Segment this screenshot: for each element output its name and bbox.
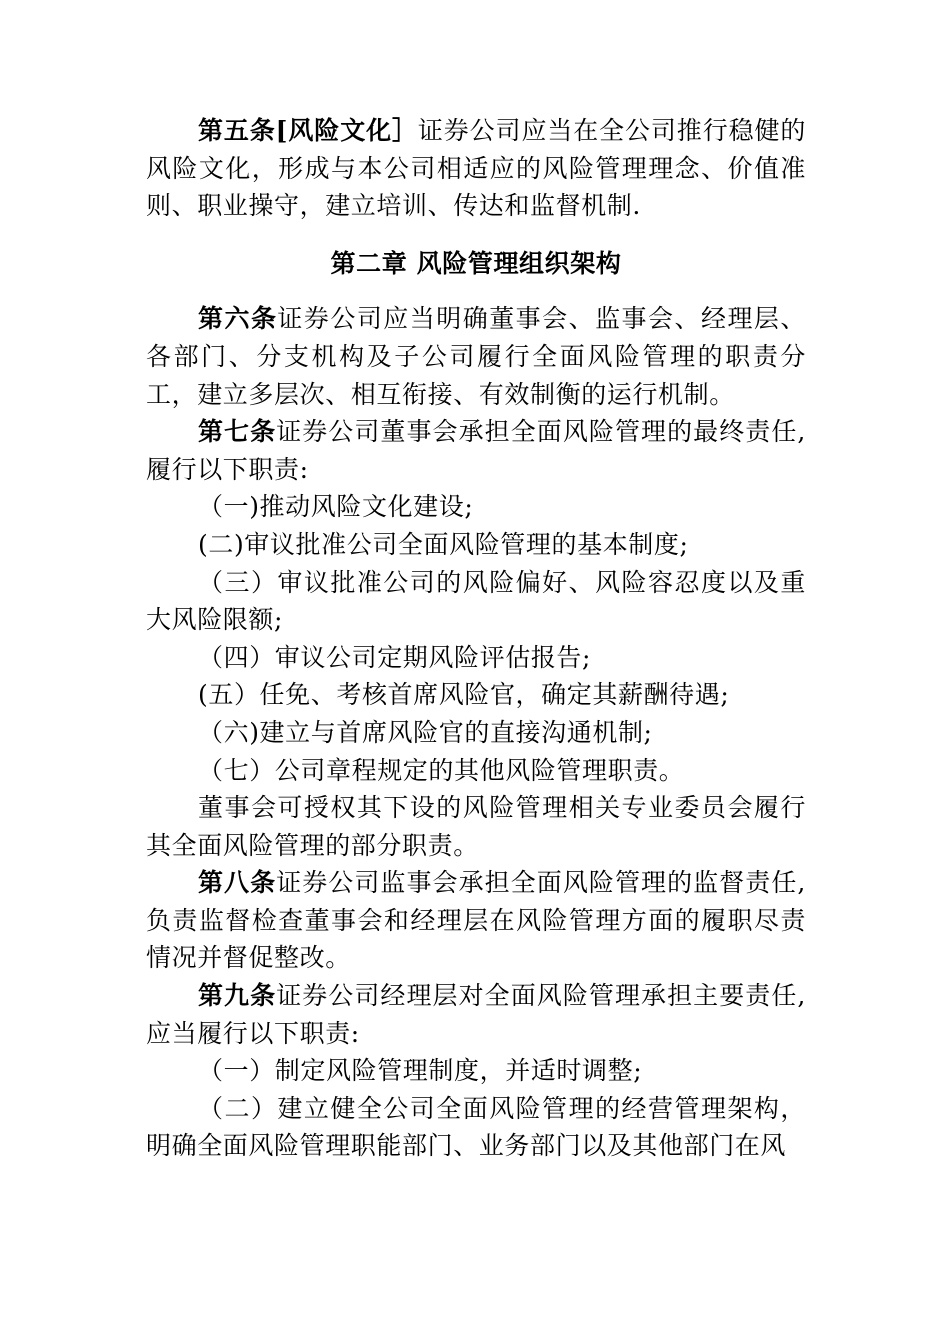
article-6-heading: 第六条 bbox=[198, 304, 278, 334]
article-7-item-7: （七）公司章程规定的其他风险管理职责。 bbox=[198, 755, 685, 785]
article-9-heading: 第九条 bbox=[198, 981, 277, 1011]
article-7-item-3: （三）审议批准公司的风险偏好、风险容忍度以及重大风险限额; bbox=[146, 567, 806, 635]
article-5 bbox=[146, 112, 806, 225]
article-5-heading: 第五条[风险文化］ bbox=[198, 116, 418, 145]
article-7-heading: 第七条 bbox=[198, 417, 277, 447]
article-7-tail: 董事会可授权其下设的风险管理相关专业委员会履行其全面风险管理的部分职责。 bbox=[146, 793, 806, 860]
article-7-item-1: （一)推动风险文化建设; bbox=[198, 492, 474, 522]
document-page bbox=[146, 112, 806, 1165]
article-7 bbox=[146, 413, 806, 488]
article-8 bbox=[146, 864, 806, 977]
article-7-item-4: （四）审议公司定期风险评估报告; bbox=[198, 642, 592, 672]
article-9-item-1: （一）制定风险管理制度，并适时调整; bbox=[198, 1056, 643, 1086]
article-7-item-6: （六)建立与首席风险官的直接沟通机制; bbox=[198, 717, 653, 747]
article-9 bbox=[146, 977, 806, 1052]
article-7-text: 证券公司董事会承担全面风险管理的最终责任,履行以下职责: bbox=[146, 417, 806, 484]
article-7-item-2: (二)审议批准公司全面风险管理的基本制度; bbox=[198, 529, 689, 559]
article-8-text: 证券公司监事会承担全面风险管理的监督责任,负责监督检查董事会和经理层在风险管理方面的履职尽责情况并督促整改。 bbox=[146, 868, 806, 973]
article-5-text: 证券公司应当在全公司推行稳健的风险文化，形成与本公司相适应的风险管理理念、价值准则、职业操守，建立培训、传达和监督机制. bbox=[146, 116, 806, 221]
article-6 bbox=[146, 300, 806, 413]
article-6-text: 证券公司应当明确董事会、监事会、经理层、各部门、分支机构及子公司履行全面风险管理的职责分工，建立多层次、相互衔接、有效制衡的运行机制。 bbox=[146, 304, 806, 409]
article-7-item-5: (五）任免、考核首席风险官，确定其薪酬待遇; bbox=[198, 680, 730, 710]
article-9-text: 证券公司经理层对全面风险管理承担主要责任,应当履行以下职责: bbox=[146, 981, 806, 1048]
article-8-heading: 第八条 bbox=[198, 868, 277, 898]
article-9-item-2: （二）建立健全公司全面风险管理的经营管理架构，明确全面风险管理职能部门、业务部门以及其他部门在风 bbox=[146, 1093, 806, 1161]
chapter-2-title: 第二章 风险管理组织架构 bbox=[330, 248, 622, 278]
